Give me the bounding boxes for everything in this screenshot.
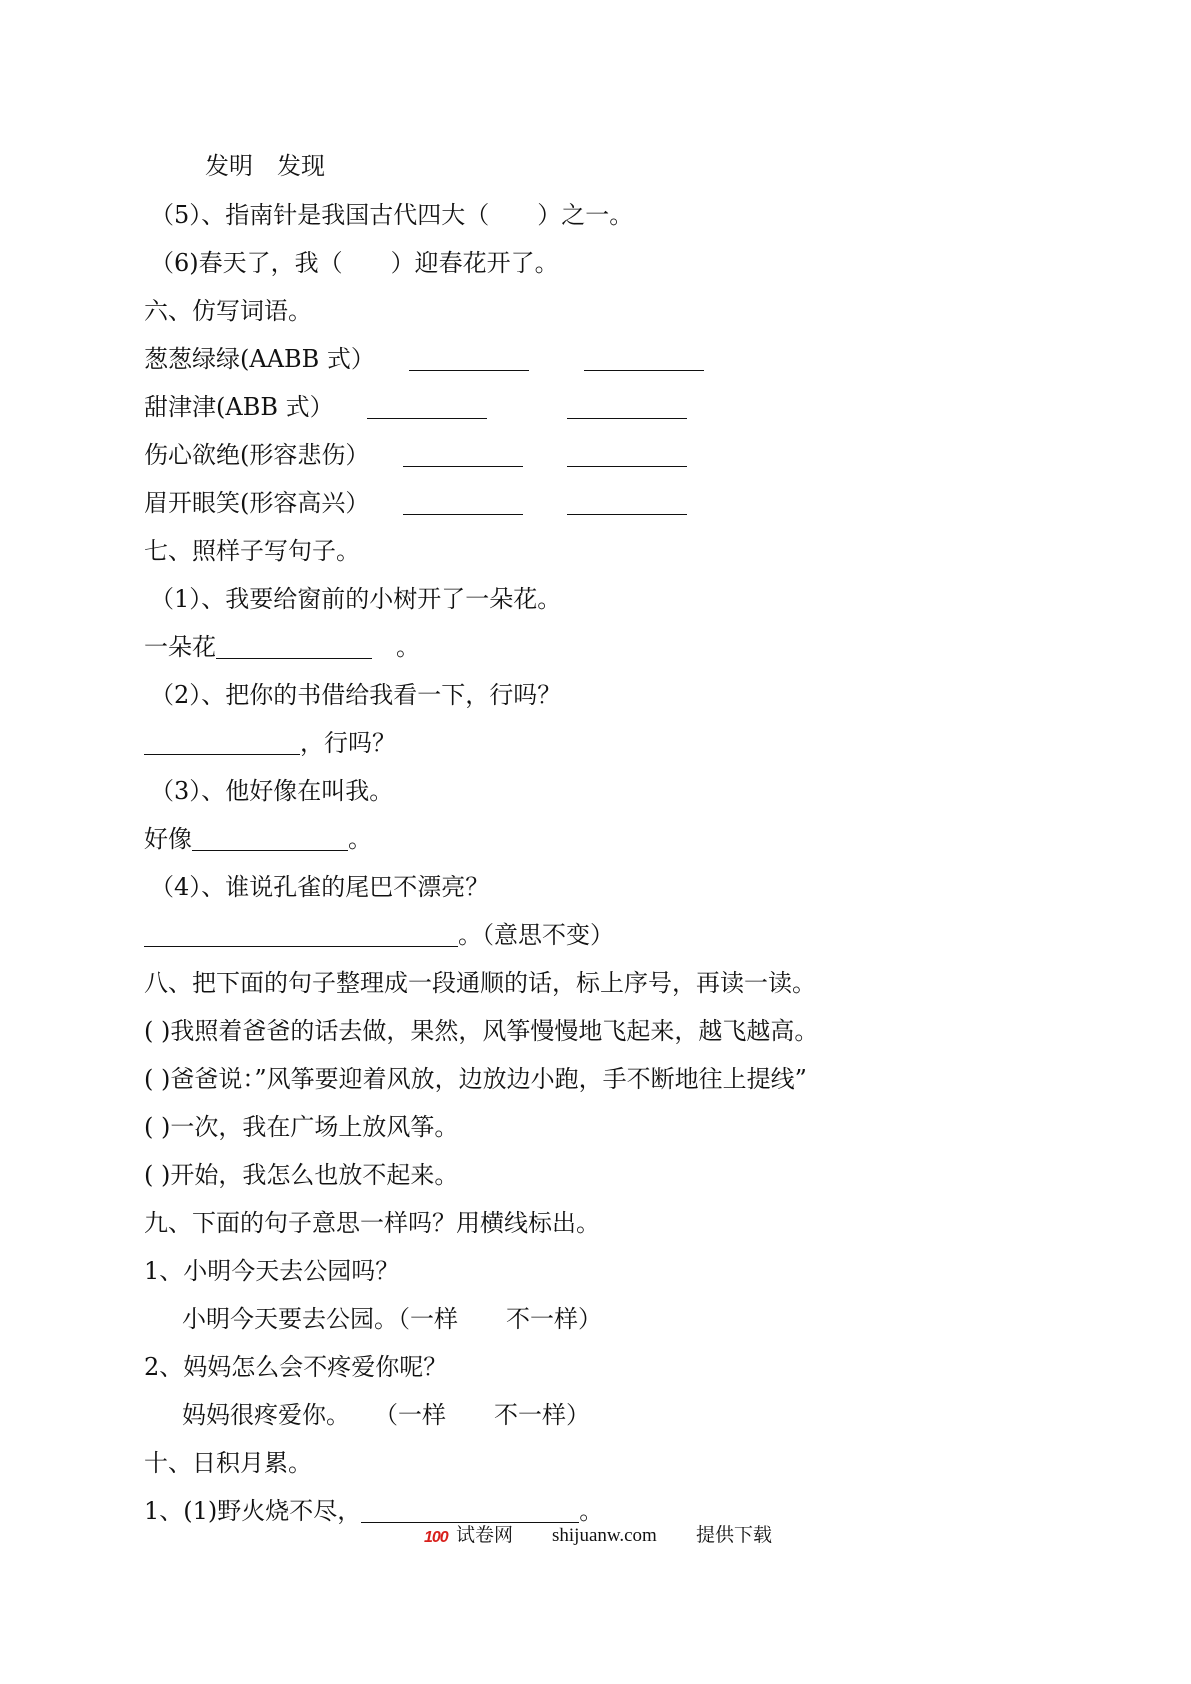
answer-prefix: 好像 xyxy=(144,825,192,853)
word-row-sad xyxy=(144,438,687,472)
compare-answer-2: 妈妈很疼爱你。 （一样 不一样） xyxy=(182,1401,590,1429)
sentence-example-1: （1）、我要给窗前的小树开了一朵花。 xyxy=(150,585,562,613)
answer-blank[interactable] xyxy=(567,394,687,419)
sentence-answer-2 xyxy=(144,726,396,760)
order-item: ( )我照着爸爸的话去做，果然，风筝慢慢地飞起来，越飞越高。 xyxy=(144,1017,819,1045)
section-6-heading: 六、仿写词语。 xyxy=(144,297,312,325)
logo-text: 试卷网 xyxy=(456,1525,514,1546)
section-10-heading: 十、日积月累。 xyxy=(144,1449,312,1477)
poem-suffix: 。 xyxy=(579,1497,604,1525)
word-row-happy xyxy=(144,486,687,520)
sentence-example-3: （3）、他好像在叫我。 xyxy=(150,777,394,805)
compare-question-1: 1、小明今天去公园吗？ xyxy=(144,1257,400,1285)
answer-blank[interactable] xyxy=(192,826,348,851)
site-url[interactable]: shijuanw.com xyxy=(552,1525,657,1546)
answer-blank[interactable] xyxy=(361,1498,579,1523)
poem-line-1 xyxy=(144,1494,603,1528)
order-item: ( )爸爸说：”风筝要迎着风放，边放边小跑，手不断地往上提线” xyxy=(144,1065,807,1093)
section-9-heading: 九、下面的句子意思一样吗？用横线标出。 xyxy=(144,1209,600,1237)
question-5: （5）、指南针是我国古代四大（ ）之一。 xyxy=(150,201,634,229)
word-example: 眉开眼笑(形容高兴） xyxy=(144,489,370,517)
answer-blank[interactable] xyxy=(144,730,300,755)
sentence-answer-4 xyxy=(144,918,614,952)
section-8-heading: 八、把下面的句子整理成一段通顺的话，标上序号，再读一读。 xyxy=(144,969,816,997)
order-item: ( )开始，我怎么也放不起来。 xyxy=(144,1161,459,1189)
answer-suffix: 。 xyxy=(372,633,420,661)
compare-answer-1: 小明今天要去公园。（一样 不一样） xyxy=(182,1305,602,1333)
answer-blank[interactable] xyxy=(216,634,372,659)
sentence-answer-3 xyxy=(144,822,372,856)
answer-blank[interactable] xyxy=(584,346,704,371)
compare-question-2: 2、妈妈怎么会不疼爱你呢？ xyxy=(144,1353,448,1381)
answer-blank[interactable] xyxy=(409,346,529,371)
sentence-answer-1 xyxy=(144,630,420,664)
word-options: 发明 发现 xyxy=(205,152,325,180)
sentence-example-2: （2）、把你的书借给我看一下，行吗？ xyxy=(150,681,562,709)
section-7-heading: 七、照样子写句子。 xyxy=(144,537,360,565)
question-6: （6)春天了，我（ ）迎春花开了。 xyxy=(150,249,559,277)
order-item: ( )一次，我在广场上放风筝。 xyxy=(144,1113,459,1141)
answer-blank[interactable] xyxy=(567,490,687,515)
answer-suffix: ，行吗？ xyxy=(300,729,396,757)
answer-suffix: 。 xyxy=(348,825,372,853)
sentence-example-4: （4）、谁说孔雀的尾巴不漂亮？ xyxy=(150,873,490,901)
answer-prefix: 一朵花 xyxy=(144,633,216,661)
word-example: 伤心欲绝(形容悲伤） xyxy=(144,441,370,469)
answer-suffix: 。（意思不变） xyxy=(458,921,614,949)
answer-blank[interactable] xyxy=(367,394,487,419)
word-example: 甜津津(ABB 式） xyxy=(144,393,334,421)
poem-prefix: 1、(1)野火烧不尽， xyxy=(144,1497,362,1525)
answer-blank[interactable] xyxy=(403,442,523,467)
answer-blank[interactable] xyxy=(403,490,523,515)
answer-blank[interactable] xyxy=(144,922,458,947)
provide-download-text: 提供下载 xyxy=(696,1525,773,1546)
answer-blank[interactable] xyxy=(567,442,687,467)
word-row-abb xyxy=(144,390,687,424)
site-logo: 100 xyxy=(424,1529,448,1546)
word-row-aabb xyxy=(144,342,704,376)
word-example: 葱葱绿绿(AABB 式） xyxy=(144,345,375,373)
